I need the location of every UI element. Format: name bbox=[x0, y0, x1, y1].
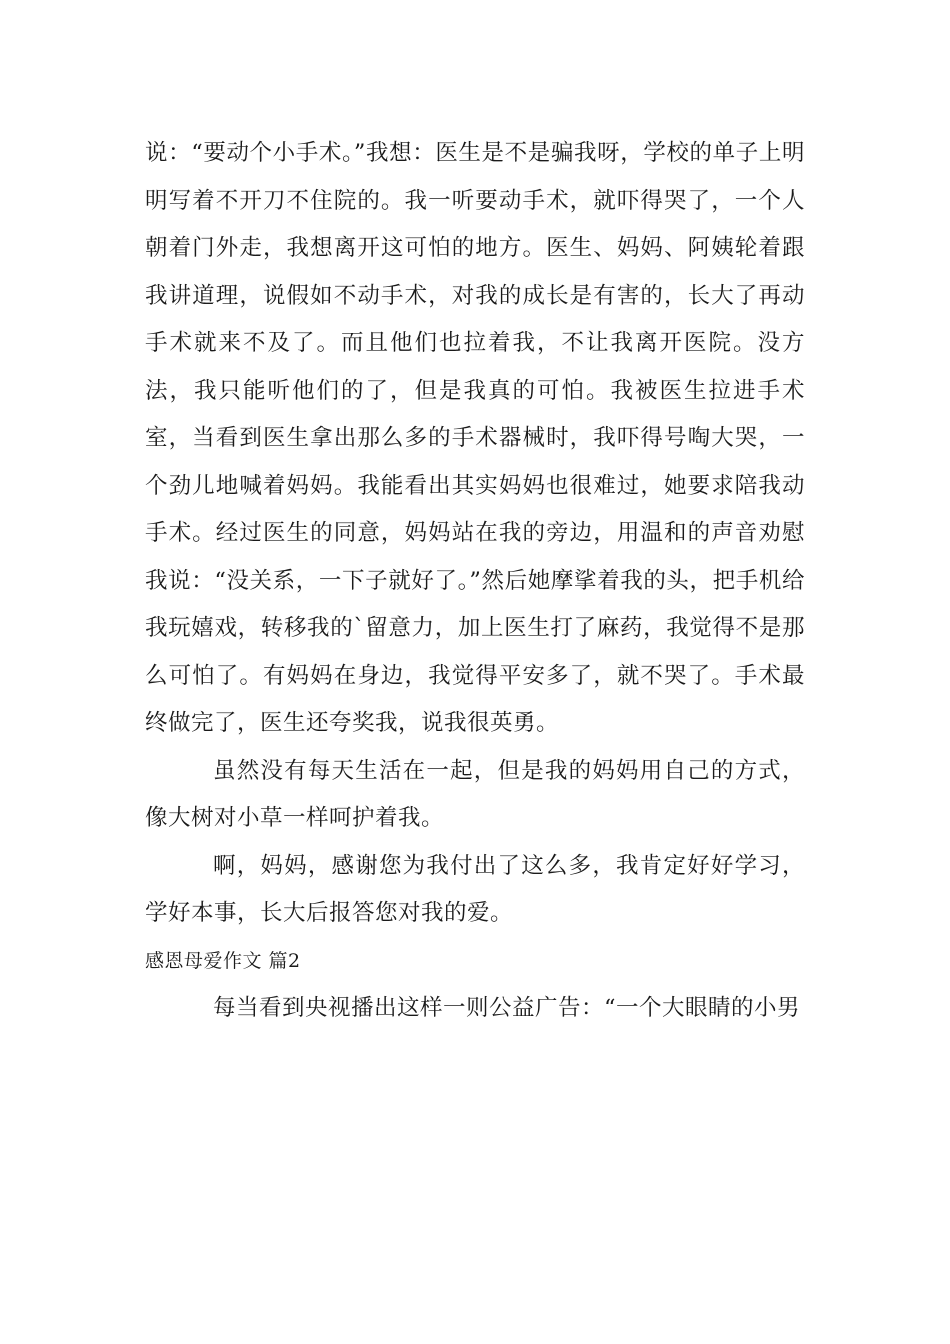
paragraph-1: 说：“要动个小手术。”我想：医生是不是骗我呀，学校的单子上明明写着不开刀不住院的。我一听要动手术，就吓得哭了，一个人朝着门外走，我想离开这可怕的地方。医生、妈妈、阿姨轮着跟我讲道理，说假如不动手术，对我的成长是有害的，长大了再动手术就来不及了。而且他们也拉着我，不让我离开医院。没方法，我只能听他们的了，但是我真的可怕。我被医生拉进手术室，当看到医生拿出那么多的手术器械时，我吓得号啕大哭，一个劲儿地喊着妈妈。我能看出其实妈妈也很难过，她要求陪我动手术。经过医生的同意，妈妈站在我的旁边，用温和的声音劝慰我说：“没关系，一下子就好了。”然后她摩挲着我的头，把手机给我玩嬉戏，转移我的`留意力，加上医生打了麻药，我觉得不是那么可怕了。有妈妈在身边，我觉得平安多了，就不哭了。手术最终做完了，医生还夸奖我，说我很英勇。 bbox=[145, 140, 805, 736]
section-heading: 感恩母爱作文 篇2 bbox=[145, 949, 301, 972]
paragraph-2: 虽然没有每天生活在一起，但是我的妈妈用自己的方式，像大树对小草一样呵护着我。 bbox=[145, 757, 805, 831]
paragraph-3: 啊，妈妈，感谢您为我付出了这么多，我肯定好好学习，学好本事，长大后报答您对我的爱。 bbox=[145, 852, 805, 926]
document-body bbox=[145, 130, 805, 1033]
paragraph-4: 每当看到央视播出这样一则公益广告：“一个大眼睛的小男 bbox=[213, 995, 801, 1021]
